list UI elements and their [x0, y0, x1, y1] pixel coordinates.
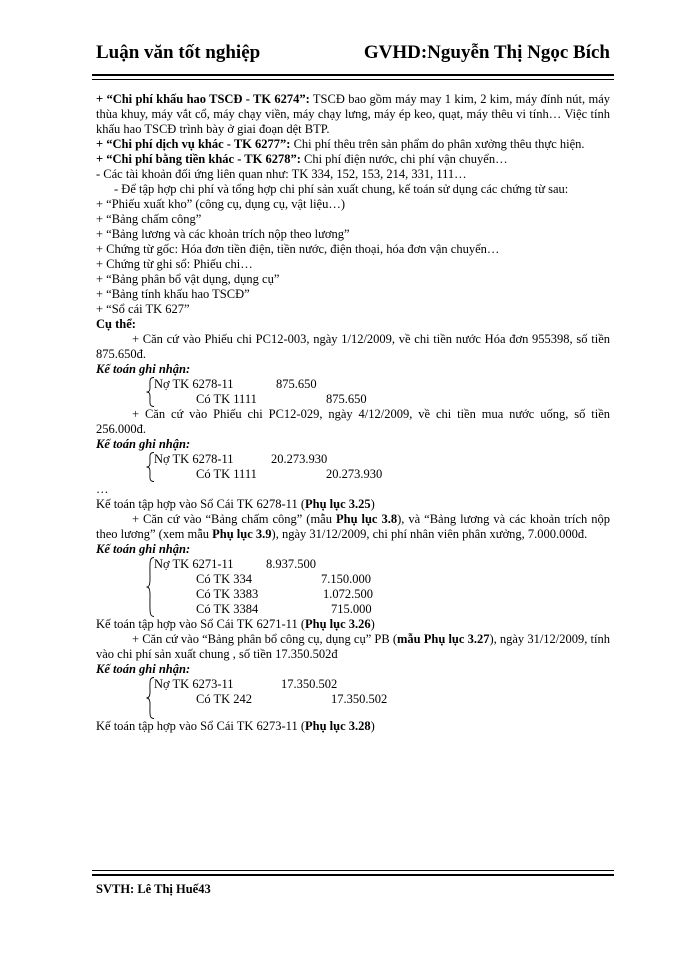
ledger-note-6278: [96, 497, 610, 512]
credit-account: Có TK 3384: [196, 602, 259, 616]
credit-amount: 17.350.502: [331, 692, 388, 706]
list-item: + “Bảng lương và các khoản trích nộp theo lương”: [96, 227, 350, 241]
appendix-ref: Phụ lục 3.28: [305, 719, 371, 733]
footer-rule-thin: [92, 870, 614, 871]
page-footer-student: SVTH: Lê Thị Huế43: [96, 882, 211, 896]
paragraph-case-4: [96, 632, 610, 662]
case-3-text-e: ), ngày 31/12/2009, chi phí nhân viên phân xưởng, 7.000.000đ.: [271, 527, 588, 541]
case-3-text-m: ), và “Bảng lương và các khoản trích nộp theo lương” (xem mẫu: [96, 512, 610, 541]
list-item: + Chứng từ ghi sổ: Phiếu chi…: [96, 257, 253, 271]
label-accounting-entry: Kế toán ghi nhận:: [96, 437, 191, 451]
ledger-note-end: ): [370, 719, 375, 733]
ledger-note-end: ): [370, 497, 375, 511]
case-4-text-a: + Căn cứ vào “Bảng phân bổ công cụ, dụng cụ” PB (: [132, 632, 398, 646]
debit-amount: 20.273.930: [271, 452, 328, 466]
journal-entry-2: [146, 452, 610, 482]
debit-amount: 17.350.502: [281, 677, 338, 691]
journal-entry-4: [146, 677, 610, 719]
header-rule-thick: [92, 74, 614, 76]
page-header: [96, 42, 610, 72]
label-accounting-entry: Kế toán ghi nhận:: [96, 362, 191, 376]
ledger-note-text: Kế toán tập hợp vào Sổ Cái TK 6273-11 (: [96, 719, 306, 733]
list-item: + Chứng từ gốc: Hóa đơn tiền điện, tiền nước, điện thoại, hóa đơn vận chuyển…: [96, 242, 500, 256]
document-list: [96, 197, 610, 317]
paragraph-case-1: + Căn cứ vào Phiếu chi PC12-003, ngày 1/12/2009, về chi tiền nước Hóa đơn 955398, số tiền 875.650đ.: [96, 332, 610, 361]
ellipsis: …: [96, 482, 109, 496]
appendix-ref: Phụ lục 3.8: [335, 512, 398, 526]
credit-amount: 715.000: [331, 602, 372, 616]
label-accounting-entry: Kế toán ghi nhận:: [96, 542, 191, 556]
list-item: + “Bảng phân bổ vật dụng, dụng cụ”: [96, 272, 280, 286]
debit-account: Nợ TK 6278-11: [154, 452, 234, 466]
header-rule-thin: [92, 79, 614, 80]
list-item: + “Bảng tính khấu hao TSCĐ”: [96, 287, 250, 301]
list-item: + “Phiếu xuất kho” (công cụ, dụng cụ, vật liệu…): [96, 197, 345, 211]
term-6277: + “Chi phí dịch vụ khác - TK 6277”:: [96, 137, 291, 151]
header-thesis-title: Luận văn tốt nghiệp: [96, 42, 261, 63]
credit-amount: 875.650: [326, 392, 367, 406]
debit-amount: 875.650: [276, 377, 317, 391]
page-content: [96, 92, 610, 734]
paragraph-service-cost: [96, 137, 610, 152]
debit-amount: 8.937.500: [266, 557, 316, 571]
ledger-note-6271: [96, 617, 610, 632]
appendix-ref: Phụ lục 3.25: [305, 497, 371, 511]
list-item: + “Bảng chấm công”: [96, 212, 202, 226]
text-6277: Chi phí thêu trên sản phẩm do phân xưởng thêu thực hiện.: [290, 137, 585, 151]
term-6274: + “Chi phí khấu hao TSCĐ - TK 6274”:: [96, 92, 310, 106]
ledger-note-text: Kế toán tập hợp vào Sổ Cái TK 6271-11 (: [96, 617, 306, 631]
appendix-ref: mẫu Phụ lục 3.27: [397, 632, 490, 646]
credit-account: Có TK 1111: [196, 467, 257, 481]
term-6278: + “Chi phí bằng tiền khác - TK 6278”:: [96, 152, 301, 166]
header-supervisor: GVHD:Nguyễn Thị Ngọc Bích: [363, 42, 610, 63]
text-6274: TSCĐ bao gồm máy may 1 kim, 2 kim, máy đính nút, máy thùa khuy, máy vắt cổ, máy chạy viền, máy chạy lưng, máy ép keo, quạt, máy thêu vi tính… Việc tính khấu hao TSCĐ trình bày ở giai đoạn dệt BTP.: [96, 92, 610, 136]
footer-rule-thick: [92, 874, 614, 876]
ledger-note-6273: [96, 719, 610, 734]
case-4-text-e: ), ngày 31/12/2009, tính vào chi phí sản xuất chung , số tiền 17.350.502đ: [96, 632, 610, 661]
ledger-note-end: ): [370, 617, 375, 631]
case-3-text-a: + Căn cứ vào “Bảng chấm công” (mẫu: [132, 512, 336, 526]
list-item: + “Sổ cái TK 627”: [96, 302, 190, 316]
credit-account: Có TK 3383: [196, 587, 259, 601]
credit-account: Có TK 242: [196, 692, 253, 706]
paragraph-case-2: + Căn cứ vào Phiếu chi PC12-029, ngày 4/12/2009, về chi tiền mua nước uống, số tiền 256.000đ.: [96, 407, 610, 436]
debit-account: Nợ TK 6271-11: [154, 557, 234, 571]
journal-entry-1: [146, 377, 610, 407]
text-6278: Chi phí điện nước, chi phí vận chuyển…: [300, 152, 508, 166]
appendix-ref: Phụ lục 3.9: [212, 527, 272, 541]
paragraph-cash-cost: [96, 152, 610, 167]
paragraph-documents-intro: - Để tập hợp chi phí và tổng hợp chi phí sản xuất chung, kế toán sử dụng các chứng từ sau:: [114, 182, 569, 196]
section-heading-details: Cụ thể:: [96, 317, 136, 331]
debit-account: Nợ TK 6278-11: [154, 377, 234, 391]
ledger-note-text: Kế toán tập hợp vào Sổ Cái TK 6278-11 (: [96, 497, 306, 511]
credit-amount: 7.150.000: [321, 572, 371, 586]
credit-account: Có TK 334: [196, 572, 253, 586]
paragraph-depreciation-cost: [96, 92, 610, 137]
credit-amount: 20.273.930: [326, 467, 383, 481]
credit-amount: 1.072.500: [323, 587, 373, 601]
credit-account: Có TK 1111: [196, 392, 257, 406]
label-accounting-entry: Kế toán ghi nhận:: [96, 662, 191, 676]
paragraph-accounts: - Các tài khoản đối ứng liên quan như: TK 334, 152, 153, 214, 331, 111…: [96, 167, 467, 181]
journal-entry-3: [146, 557, 610, 617]
appendix-ref: Phụ lục 3.26: [305, 617, 371, 631]
paragraph-case-3: [96, 512, 610, 542]
debit-account: Nợ TK 6273-11: [154, 677, 234, 691]
